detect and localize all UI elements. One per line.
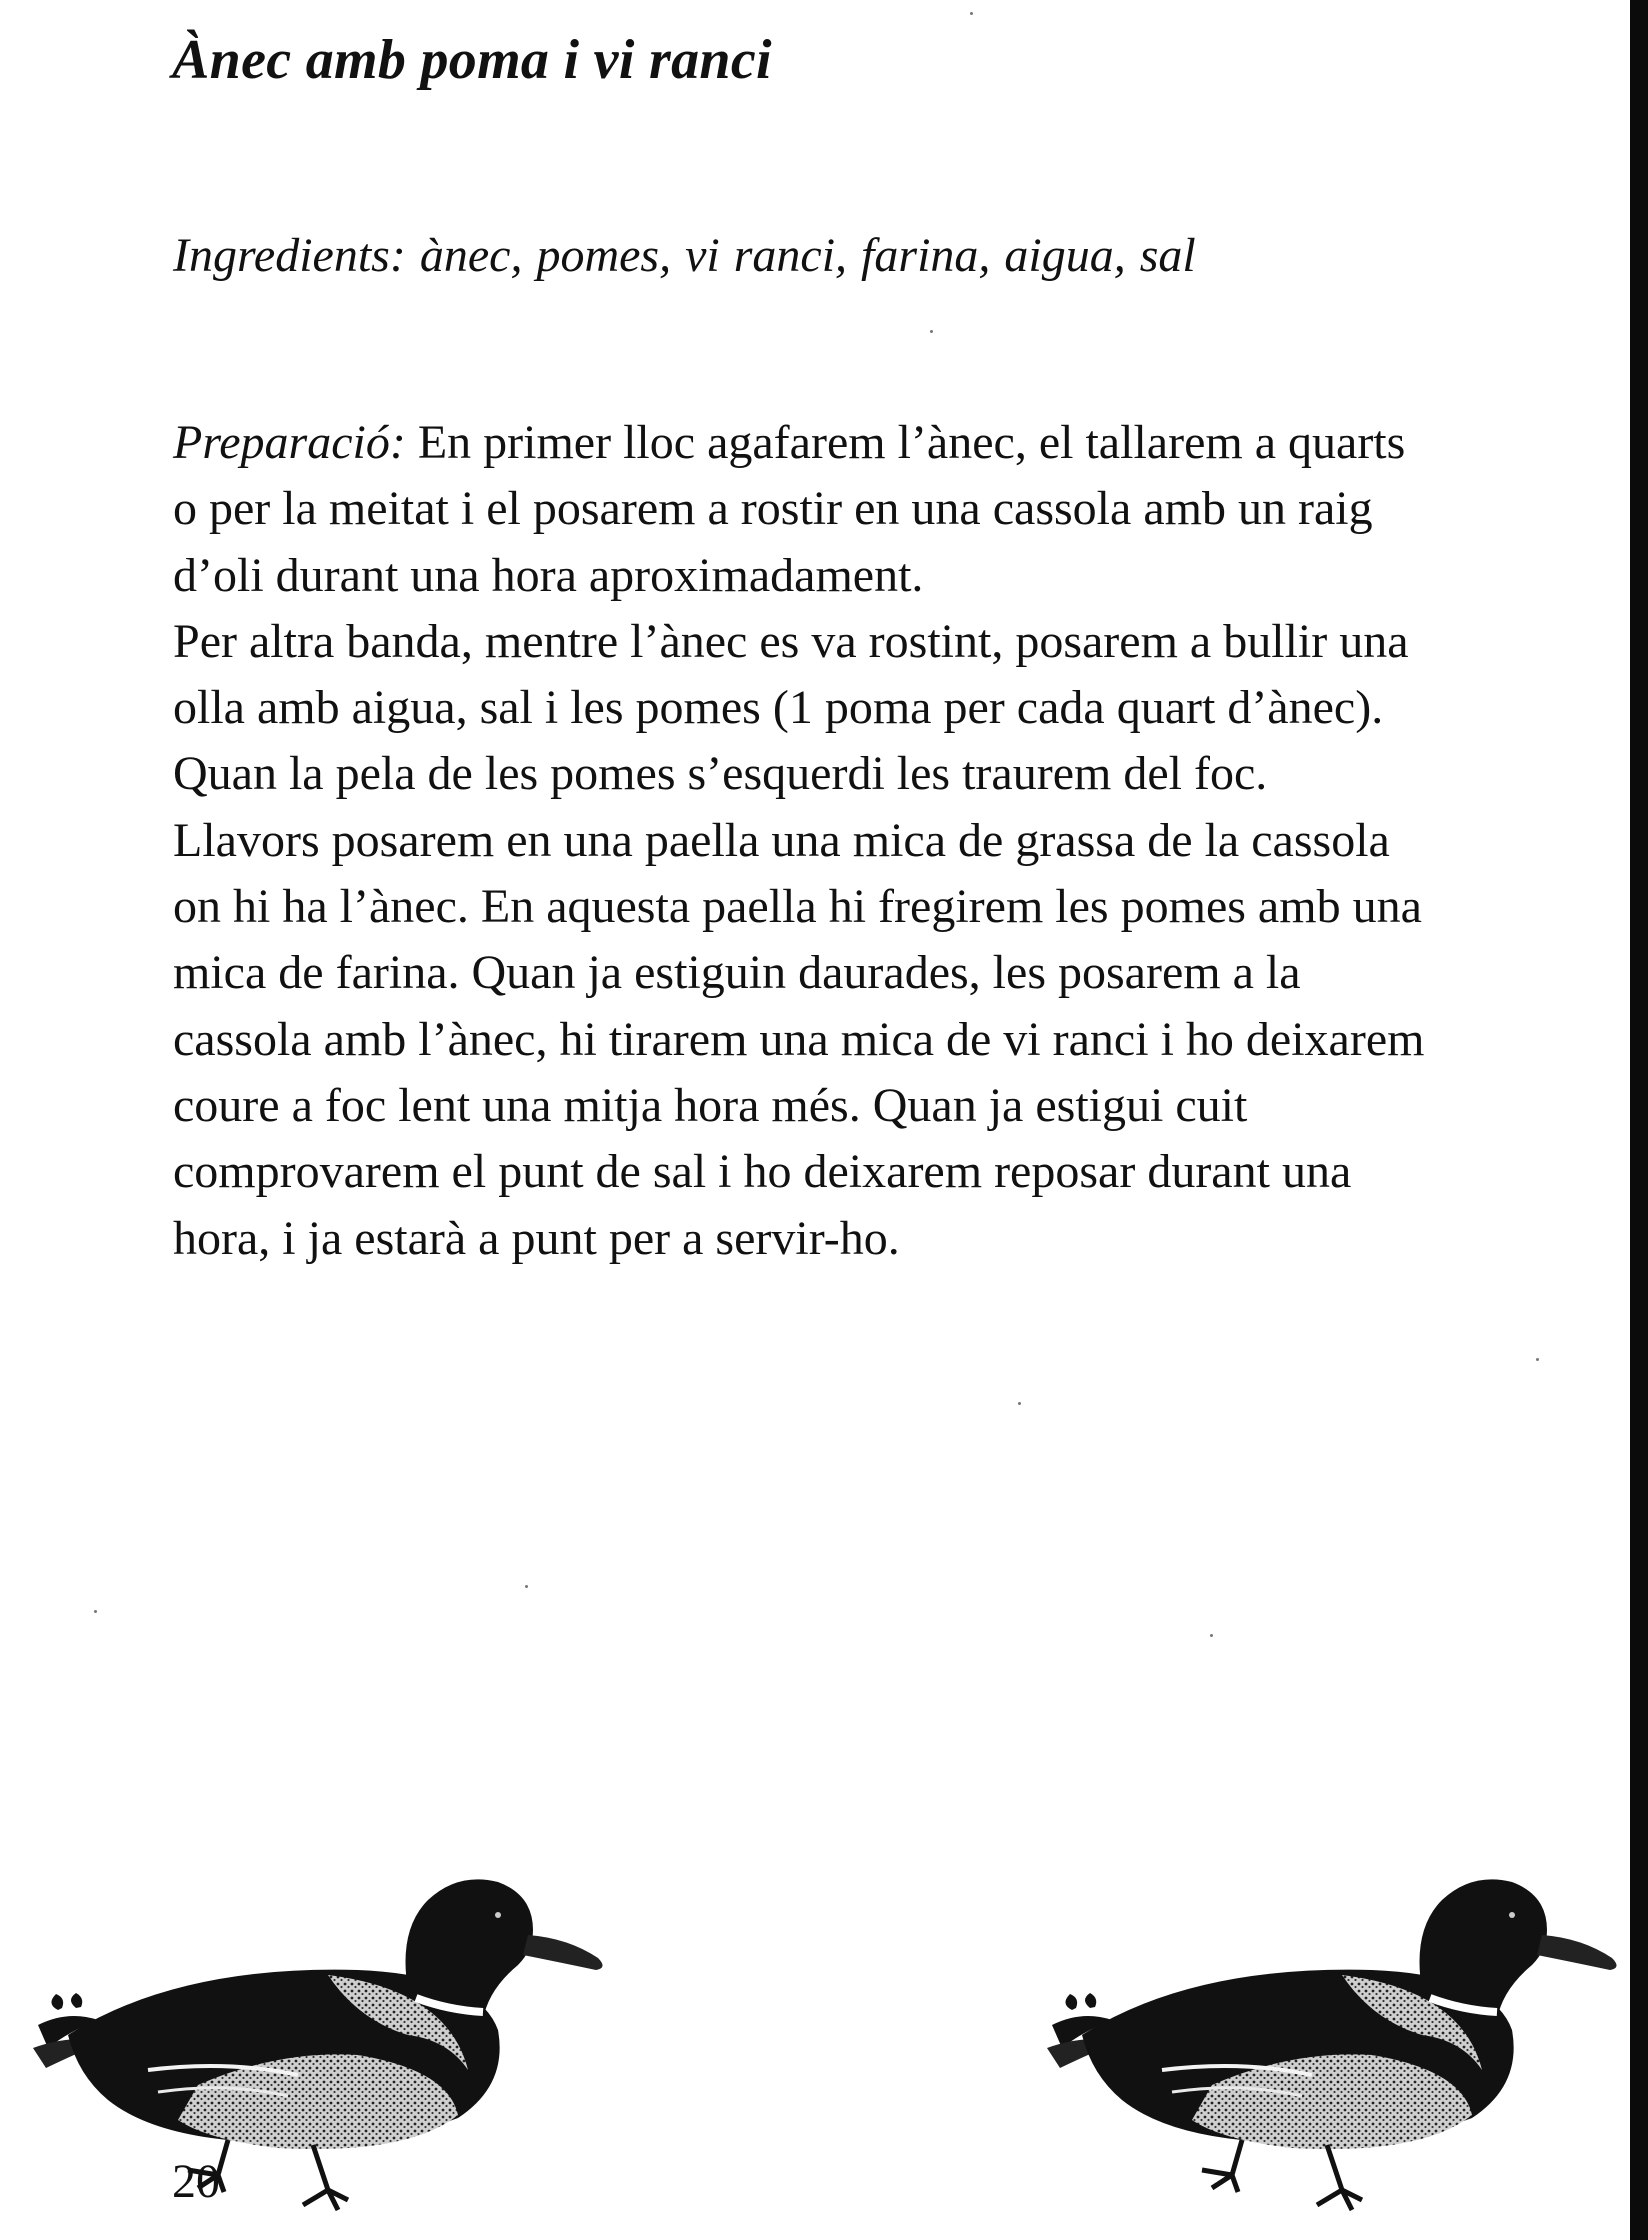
duck-illustration-right <box>1042 1870 1642 2215</box>
recipe-title: Ànec amb poma i vi ranci <box>172 29 772 91</box>
duck-illustration-left <box>28 1870 628 2215</box>
ingredients-line: Ingredients: ànec, pomes, vi ranci, farina, aigua, sal <box>173 229 1196 282</box>
preparation-paragraph-2: Per altra banda, mentre l’ànec es va rostint, posarem a bullir una olla amb aigua, sal i les pomes (1 poma per cada quart d’ànec). Quan la pela de les pomes s’esquerdi les traurem del foc. <box>173 614 1409 801</box>
preparation-paragraph-1-text: En primer lloc agafarem l’ànec, el tallarem a quarts o per la meitat i el posarem a rostir en una cassola amb un raig d’oli durant una hora aproximadament. <box>173 416 1406 602</box>
duck-icon <box>1042 1870 1642 2215</box>
scan-speck <box>1018 1402 1021 1405</box>
scan-speck <box>525 1585 528 1588</box>
scan-speck <box>1210 1634 1213 1637</box>
scan-speck <box>1536 1358 1539 1361</box>
scan-speck <box>930 330 933 333</box>
preparation-paragraph-1 <box>173 410 1433 609</box>
scan-speck <box>94 1610 97 1613</box>
scan-speck <box>970 12 973 15</box>
duck-icon <box>28 1870 628 2215</box>
preparation-text <box>173 410 1433 1272</box>
preparation-label: Preparació: <box>173 416 406 469</box>
page-number: 20 <box>172 2155 220 2208</box>
preparation-paragraph-3: Llavors posarem en una paella una mica de grassa de la cassola on hi ha l’ànec. En aquesta paella hi fregirem les pomes amb una mica de farina. Quan ja estiguin daurades, les posarem a la cassola amb l’ànec, hi tirarem una mica de vi ranci i ho deixarem coure a foc lent una mitja hora més. Quan ja estigui cuit comprovarem el punt de sal i ho deixarem reposar durant una hora, i ja estarà a punt per a servir-ho. <box>173 813 1425 1265</box>
